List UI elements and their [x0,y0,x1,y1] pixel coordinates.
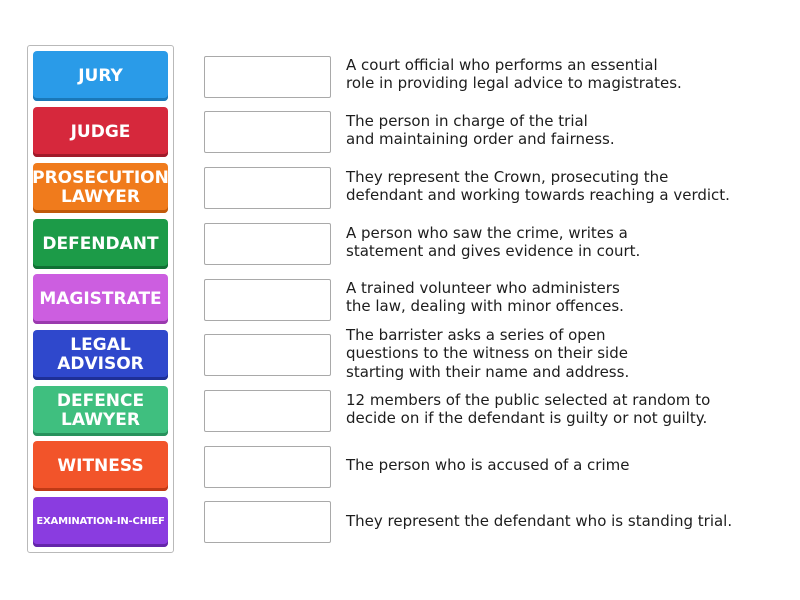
drop-box-8[interactable] [204,446,331,488]
drop-box-1[interactable] [204,56,331,98]
definition-4: A person who saw the crime, writes a statement and gives evidence in court. [346,224,641,261]
tile-label: DEFENCE LAWYER [56,391,145,430]
definition-9: They represent the defendant who is standing trial. [346,512,733,530]
definition-1: A court official who performs an essential role in providing legal advice to magistrates. [346,56,682,93]
definition-5: A trained volunteer who administers the law, dealing with minor offences. [346,279,624,316]
tile-label: MAGISTRATE [39,288,162,309]
tile-legal-advisor[interactable] [33,330,168,380]
drop-box-5[interactable] [204,279,331,321]
tile-jury[interactable] [33,51,168,101]
tile-label: WITNESS [57,455,144,476]
tile-prosecution-lawyer[interactable] [33,163,168,213]
definition-6: The barrister asks a series of open questions to the witness on their side starting with their name and address. [346,326,630,381]
tile-label: DEFENDANT [42,233,159,254]
definition-7: 12 members of the public selected at random to decide on if the defendant is guilty or not guilty. [346,391,711,428]
definition-8: The person who is accused of a crime [346,456,630,474]
drop-box-4[interactable] [204,223,331,265]
tile-magistrate[interactable] [33,274,168,324]
tile-witness[interactable] [33,441,168,491]
drop-box-3[interactable] [204,167,331,209]
drop-box-9[interactable] [204,501,331,543]
tile-defence-lawyer[interactable] [33,386,168,436]
drop-box-2[interactable] [204,111,331,153]
tile-judge[interactable] [33,107,168,157]
tile-label: EXAMINATION-IN-CHIEF [36,516,165,527]
definition-3: They represent the Crown, prosecuting the defendant and working towards reaching a verdict. [346,168,730,205]
tile-examination-in-chief[interactable] [33,497,168,547]
tile-label: LEGAL ADVISOR [57,335,144,374]
tile-defendant[interactable] [33,219,168,269]
tile-label: PROSECUTION LAWYER [32,168,169,207]
drop-box-6[interactable] [204,334,331,376]
drop-box-7[interactable] [204,390,331,432]
tile-label: JUDGE [70,121,131,142]
tile-label: JURY [78,65,123,86]
definition-2: The person in charge of the trial and maintaining order and fairness. [346,112,615,149]
